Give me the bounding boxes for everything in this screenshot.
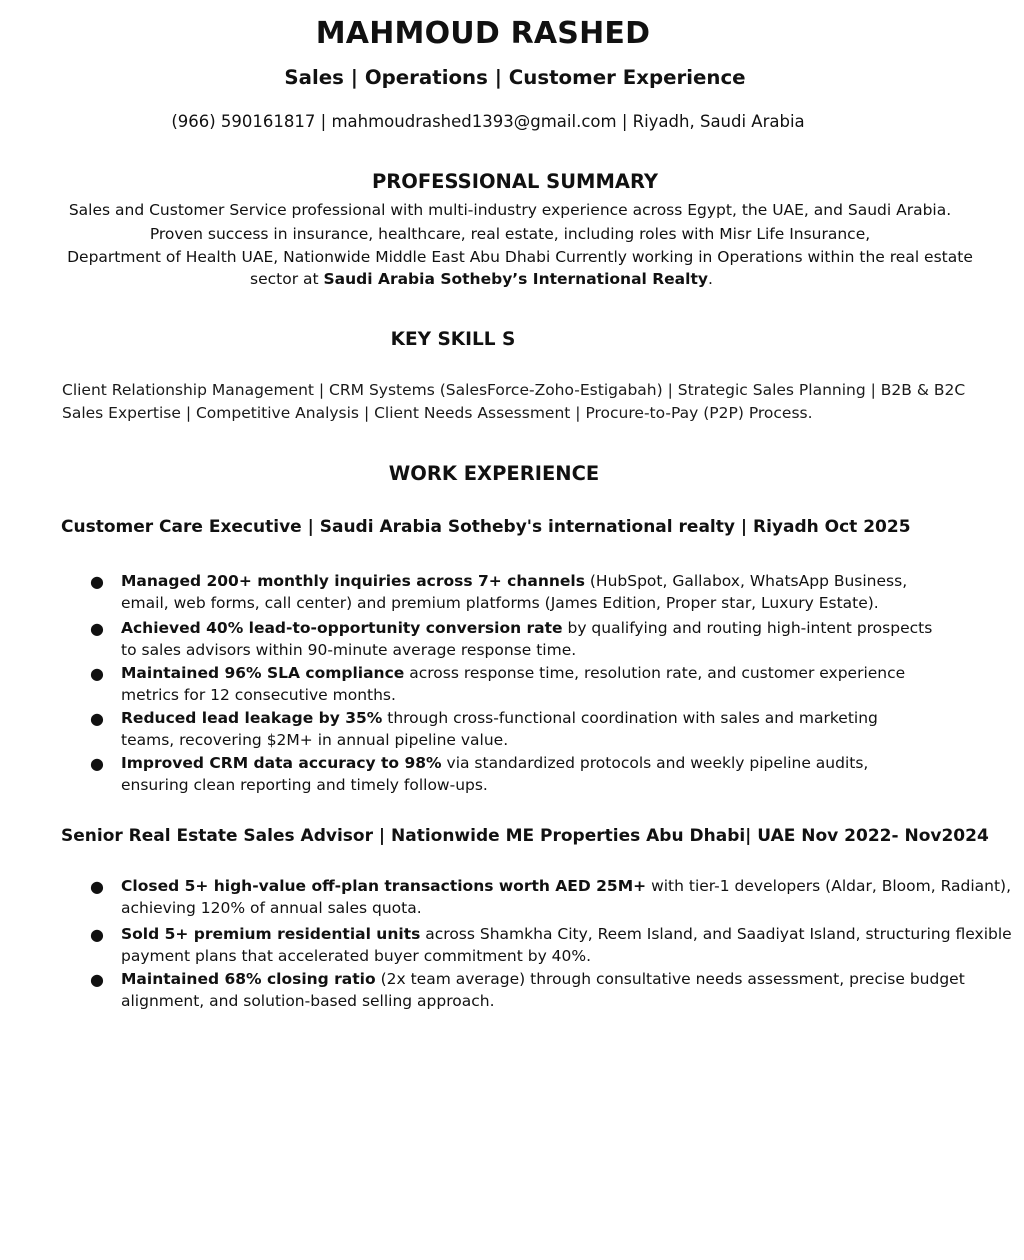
skills-line-2: Sales Expertise | Competitive Analysis | Client Needs Assessment | Procure-to-Pay (P2P) Process. bbox=[62, 404, 813, 422]
job-2-bullet-1 bbox=[121, 875, 1011, 919]
job-2-bullet-2 bbox=[121, 923, 1012, 967]
skills-line-1: Client Relationship Management | CRM Systems (SalesForce-Zoho-Estigabah) | Strategic Sales Planning | B2B & B2C bbox=[62, 381, 966, 399]
job-1-bullet-3 bbox=[121, 662, 905, 706]
bullet-highlight: Managed 200+ monthly inquiries across 7+ channels bbox=[121, 572, 585, 590]
summary-title: PROFESSIONAL SUMMARY bbox=[371, 170, 659, 193]
bullet-icon: ● bbox=[90, 754, 104, 773]
bullet-highlight: Reduced lead leakage by 35% bbox=[121, 709, 383, 727]
job-1-bullet-5 bbox=[121, 752, 868, 796]
bullet-text: (HubSpot, Gallabox, WhatsApp Business, bbox=[584, 572, 908, 590]
summary-line-4-prefix: sector at bbox=[250, 270, 324, 288]
bullet-text: achieving 120% of annual sales quota. bbox=[121, 899, 422, 917]
job-1-bullet-4 bbox=[121, 707, 878, 751]
bullet-highlight: Maintained 96% SLA compliance bbox=[121, 664, 405, 682]
bullet-icon: ● bbox=[90, 925, 104, 944]
bullet-highlight: Sold 5+ premium residential units bbox=[121, 925, 421, 943]
job-1-bullet-1 bbox=[121, 570, 907, 614]
bullet-icon: ● bbox=[90, 572, 104, 591]
job-1-bullet-2 bbox=[121, 617, 932, 661]
skills-title: KEY SKILL S bbox=[390, 329, 516, 350]
bullet-highlight: Closed 5+ high-value off-plan transactions worth AED 25M+ bbox=[121, 877, 647, 895]
bullet-icon: ● bbox=[90, 664, 104, 683]
bullet-text: across response time, resolution rate, and customer experience bbox=[404, 664, 906, 682]
bullet-text: (2x team average) through consultative needs assessment, precise budget bbox=[375, 970, 965, 988]
bullet-text: through cross-functional coordination with sales and marketing bbox=[382, 709, 878, 727]
bullet-text: to sales advisors within 90-minute average response time. bbox=[121, 641, 577, 659]
bullet-highlight: Achieved 40% lead-to-opportunity conversion rate bbox=[121, 619, 563, 637]
bullet-text: ensuring clean reporting and timely follow-ups. bbox=[121, 776, 488, 794]
resume-tagline: Sales | Operations | Customer Experience bbox=[284, 66, 746, 89]
bullet-highlight: Maintained 68% closing ratio bbox=[121, 970, 376, 988]
summary-line-1: Sales and Customer Service professional with multi-industry experience across Egypt, the UAE, and Saudi Arabia. bbox=[68, 201, 952, 219]
bullet-text: via standardized protocols and weekly pipeline audits, bbox=[441, 754, 869, 772]
job-2-heading: Senior Real Estate Sales Advisor | Nationwide ME Properties Abu Dhabi| UAE Nov 2022- Nov2024 bbox=[61, 826, 989, 846]
contact-line: (966) 590161817 | mahmoudrashed1393@gmail.com | Riyadh, Saudi Arabia bbox=[171, 112, 805, 131]
bullet-icon: ● bbox=[90, 619, 104, 638]
job-1-heading: Customer Care Executive | Saudi Arabia Sotheby's international realty | Riyadh Oct 2025 bbox=[61, 517, 911, 537]
bullet-text: with tier-1 developers (Aldar, Bloom, Radiant), bbox=[646, 877, 1012, 895]
bullet-highlight: Improved CRM data accuracy to 98% bbox=[121, 754, 442, 772]
bullet-text: email, web forms, call center) and premium platforms (James Edition, Proper star, Luxury Estate). bbox=[121, 594, 879, 612]
bullet-text: by qualifying and routing high-intent prospects bbox=[562, 619, 933, 637]
bullet-text: across Shamkha City, Reem Island, and Saadiyat Island, structuring flexible bbox=[420, 925, 1012, 943]
summary-line-4 bbox=[250, 270, 713, 288]
job-2-bullet-3 bbox=[121, 968, 965, 1012]
summary-line-4-suffix: . bbox=[707, 270, 713, 288]
bullet-icon: ● bbox=[90, 877, 104, 896]
experience-title: WORK EXPERIENCE bbox=[388, 462, 600, 485]
bullet-text: alignment, and solution-based selling approach. bbox=[121, 992, 495, 1010]
bullet-text: teams, recovering $2M+ in annual pipeline value. bbox=[121, 731, 509, 749]
resume-name: MAHMOUD RASHED bbox=[315, 16, 651, 51]
bullet-icon: ● bbox=[90, 709, 104, 728]
bullet-text: metrics for 12 consecutive months. bbox=[121, 686, 396, 704]
bullet-icon: ● bbox=[90, 970, 104, 989]
summary-line-2: Proven success in insurance, healthcare, real estate, including roles with Misr Life Insurance, bbox=[149, 225, 871, 243]
summary-line-3: Department of Health UAE, Nationwide Middle East Abu Dhabi Currently working in Operations within the real estate bbox=[67, 248, 973, 266]
summary-company-name: Saudi Arabia Sotheby’s International Realty bbox=[323, 270, 708, 288]
bullet-text: payment plans that accelerated buyer commitment by 40%. bbox=[121, 947, 592, 965]
